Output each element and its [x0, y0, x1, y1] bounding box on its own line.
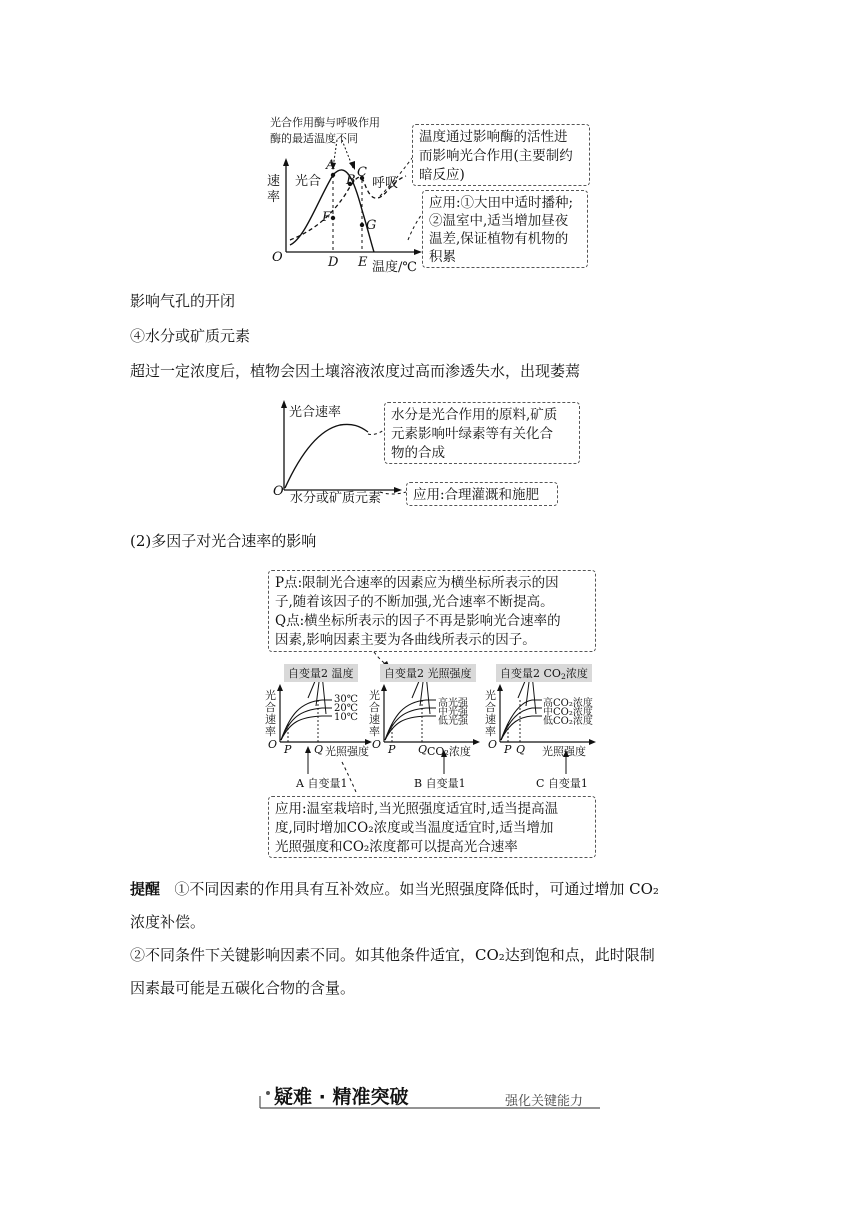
box-line: 水分是光合作用的原料,矿质: [391, 407, 558, 423]
curve-label: 30℃: [334, 694, 358, 705]
y-axis-label: 光合速率: [369, 689, 380, 738]
box-line: 温差,保证植物有机物的: [429, 231, 569, 247]
tip-line: 因素最可能是五碳化合物的含量。: [130, 979, 356, 997]
origin-label: O: [372, 738, 382, 751]
q-label: Q: [418, 743, 428, 756]
variable-tag-co2: 自变量2 $CO_2$浓度: [496, 664, 592, 682]
curve-label: 10℃: [334, 712, 358, 723]
tip-text: ①不同因素的作用具有互补效应。如当光照强度降低时，可通过增加 CO₂: [174, 880, 659, 898]
body-text: 超过一定浓度后，植物会因土壤溶液浓度过高而渗透失水，出现萎蔫: [130, 362, 581, 380]
y-axis-label: 光合速率: [265, 689, 276, 738]
photosynthesis-label: 光合: [295, 174, 322, 189]
curve-label: 中CO₂浓度: [543, 707, 593, 718]
point-a-label: A: [326, 158, 336, 173]
respiration-label: 呼吸: [372, 176, 399, 191]
tip-line: 浓度补偿。: [130, 913, 206, 931]
box-line: 元素影响叶绿素等有关化合: [391, 426, 553, 442]
origin-label: O: [268, 738, 278, 751]
box-line: 光照强度和CO₂浓度都可以提高光合速率: [275, 839, 518, 855]
x-axis-label: 水分或矿质元素: [290, 491, 382, 506]
curve-label: 高CO₂浓度: [543, 698, 593, 709]
graph-caption: A 自变量1: [296, 777, 348, 790]
box-line: 应用:①大田中适时播种;: [429, 195, 574, 211]
curve-label: 高光强: [438, 698, 468, 709]
tip-line: ②不同条件下关键影响因素不同。如其他条件适宜，CO₂达到饱和点，此时限制: [130, 946, 655, 964]
box-line: 积累: [429, 249, 456, 265]
tip-label: 提醒: [130, 880, 161, 898]
box-line: 暗反应): [419, 167, 465, 183]
banner-subtitle: 强化关键能力: [505, 1094, 584, 1109]
box-line: 而影响光合作用(主要制约: [419, 148, 573, 164]
box-line: 应用:温室栽培时,当光照强度适宜时,适当提高温: [275, 801, 559, 817]
y-axis-label: 光合速率: [289, 405, 342, 420]
x-axis-label: CO₂浓度: [427, 745, 471, 758]
box-line: P点:限制光合速率的因素应为横坐标所表示的因: [275, 575, 559, 591]
point-c-label: C: [357, 165, 367, 180]
q-label: Q: [516, 743, 526, 756]
graph-caption: C 自变量1: [536, 777, 588, 790]
graph-caption: B 自变量1: [414, 777, 466, 790]
box-line: Q点:横坐标所表示的因子不再是影响光合速率的: [275, 613, 561, 629]
origin-label: O: [272, 250, 283, 265]
point-g-label: G: [366, 218, 377, 233]
y-axis-label: 光合速率: [485, 689, 496, 738]
point-e-label: E: [358, 255, 368, 270]
q-label: Q: [314, 743, 324, 756]
box-line: ②温室中,适当增加昼夜: [429, 213, 569, 229]
variable-tag-light: 自变量2 光照强度: [380, 664, 476, 682]
origin-label: O: [488, 738, 498, 751]
x-axis-label: 温度/℃: [372, 260, 417, 275]
box-line: 温度通过影响酶的活性进: [419, 129, 568, 145]
origin-label: O: [273, 484, 284, 499]
banner-title: 疑难 · 精准突破: [274, 1086, 409, 1108]
figure-temperature-note: 光合作用酶与呼吸作用酶的最适温度不同: [270, 116, 380, 145]
point-f-label: F: [322, 210, 332, 225]
curve-label: 中光强: [438, 707, 468, 718]
body-text: 影响气孔的开闭: [130, 292, 236, 310]
x-axis-label: 光照强度: [542, 745, 586, 758]
x-axis-label: 光照强度: [325, 745, 369, 758]
curve-label: 20℃: [334, 703, 358, 714]
y-axis-label: 速率: [267, 174, 281, 205]
box-line: 因素,影响因素主要为各曲线所表示的因子。: [275, 632, 536, 648]
p-label: P: [504, 743, 512, 756]
point-b-label: B: [346, 173, 356, 188]
section-heading: ④水分或矿质元素: [130, 327, 251, 345]
box-line: 度,同时增加CO₂浓度或当温度适宜时,适当增加: [275, 820, 554, 836]
water-application-box: 应用:合理灌溉和施肥: [406, 482, 558, 506]
box-line: 物的合成: [391, 445, 445, 461]
point-d-label: D: [328, 255, 339, 270]
section-heading: (2)多因子对光合速率的影响: [130, 532, 317, 550]
curve-label: 低CO₂浓度: [543, 716, 593, 727]
tag-text: 自变量2 CO: [500, 667, 561, 680]
tag-text: 浓度: [565, 667, 588, 680]
variable-tag-temperature: 自变量2 温度: [284, 664, 358, 682]
box-line: 子,随着该因子的不断加强,光合速率不断提高。: [275, 594, 554, 610]
curve-label: 低光强: [438, 716, 468, 727]
p-label: P: [284, 743, 292, 756]
p-label: P: [388, 743, 396, 756]
